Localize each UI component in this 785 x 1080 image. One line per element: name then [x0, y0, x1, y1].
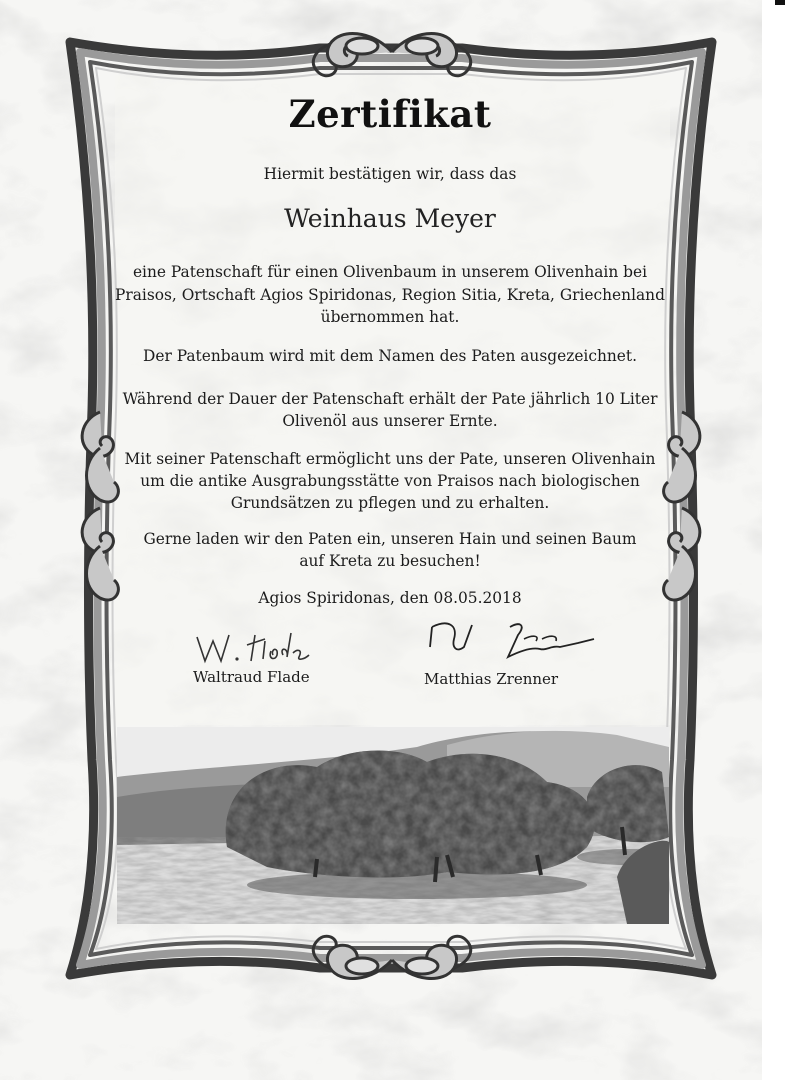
olive-grove-photo [117, 727, 669, 924]
signer-name-zrenner: Matthias Zrenner [424, 670, 559, 688]
intro-text: Hiermit bestätigen wir, dass das [263, 165, 517, 183]
paragraph3-line1: Während der Dauer der Patenschaft erhält der Pate jährlich 10 Liter [122, 390, 658, 408]
signature-flade-scribble [193, 627, 333, 667]
paragraph4-line1: Mit seiner Patenschaft ermöglicht uns der Pate, unseren Olivenhain [124, 450, 656, 468]
certificate-title: Zertifikat [288, 92, 492, 136]
paragraph2: Der Patenbaum wird mit dem Namen des Paten ausgezeichnet. [143, 347, 637, 365]
place-date: Agios Spiridonas, den 08.05.2018 [258, 589, 522, 607]
paragraph1-line1: eine Patenschaft für einen Olivenbaum in unserem Olivenhain bei [132, 263, 648, 281]
signature-flade [193, 627, 333, 673]
recipient-name: Weinhaus Meyer [284, 204, 496, 233]
signer-name-flade: Waltraud Flade [193, 668, 310, 686]
paragraph4-line3: Grundsätzen zu pflegen und zu erhalten. [230, 494, 550, 512]
paragraph4-line2: um die antike Ausgrabungsstätte von Praisos nach biologischen [140, 472, 640, 490]
paragraph5-line2: auf Kreta zu besuchen! [299, 552, 481, 570]
signature-zrenner [428, 617, 598, 671]
signature-zrenner-scribble [428, 617, 598, 665]
paragraph1-line2: Praisos, Ortschaft Agios Spiridonas, Region Sitia, Kreta, Griechenland [115, 286, 665, 304]
paragraph5-line1: Gerne laden wir den Paten ein, unseren Hain und seinen Baum [143, 530, 637, 548]
paragraph3-line2: Olivenöl aus unserer Ernte. [282, 412, 498, 430]
paragraph1-line3: übernommen hat. [320, 308, 460, 326]
